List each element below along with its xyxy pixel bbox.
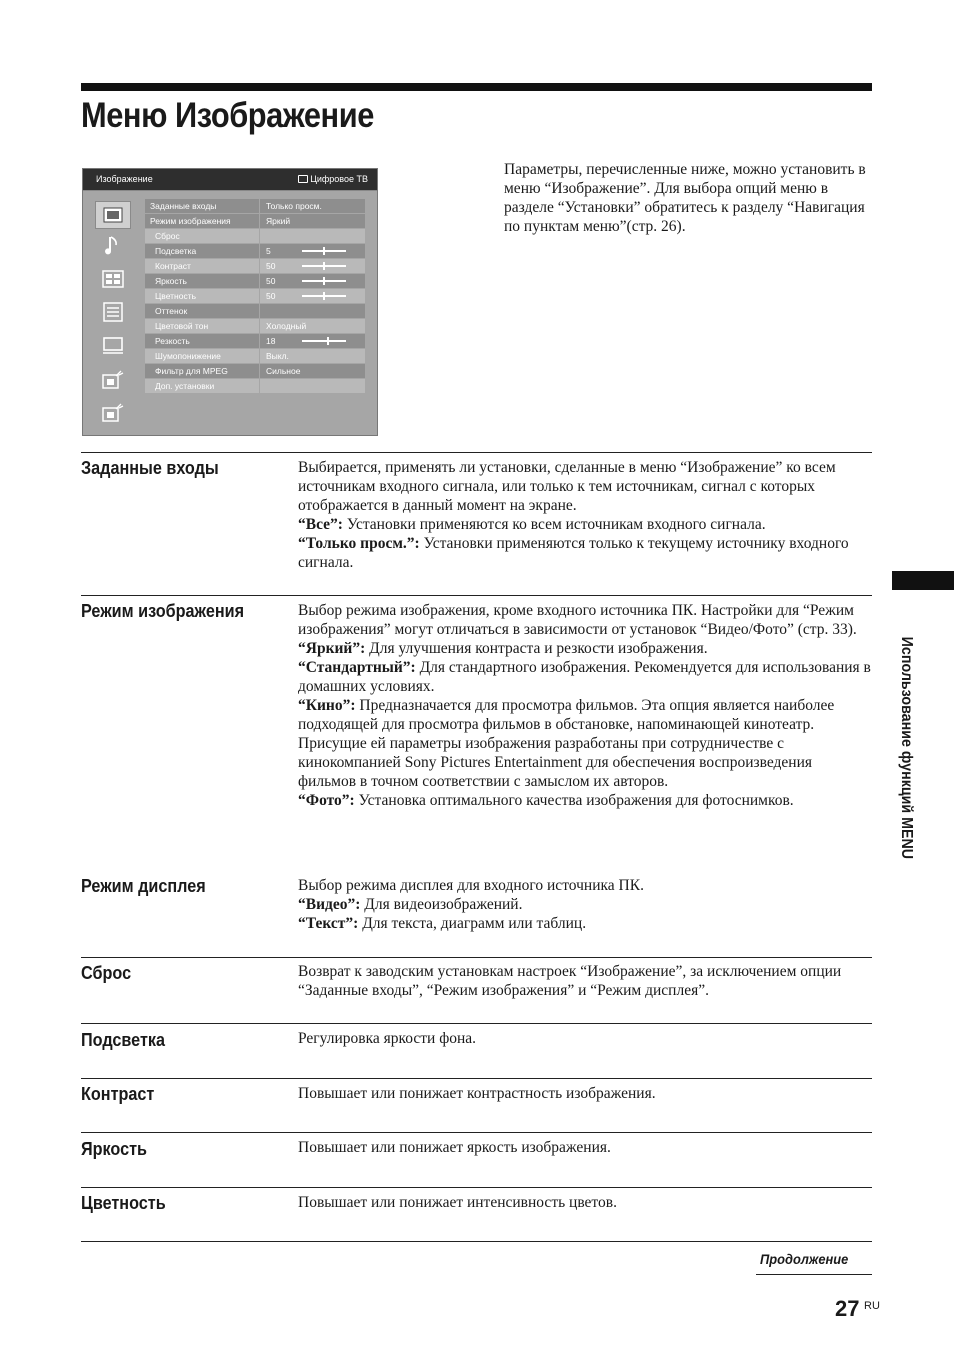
settings-list-icon[interactable] xyxy=(95,298,131,326)
option-description: Установки применяются только к текущему источнику входного сигнала. xyxy=(298,535,849,571)
option-description: Установка оптимального качества изображения для фотоснимков. xyxy=(354,792,794,809)
option-name: “Яркий”: xyxy=(298,640,366,657)
menu-header-title: Изображение xyxy=(96,174,153,184)
section-divider xyxy=(81,452,872,453)
desc-paragraph xyxy=(298,458,872,515)
menu-row-value xyxy=(259,364,365,378)
desc-paragraph xyxy=(298,601,872,639)
section-divider xyxy=(81,1241,872,1242)
option-description: Установки применяются ко всем источникам входного сигнала. xyxy=(342,516,766,533)
desc-picture-mode xyxy=(298,601,872,810)
option-description: Для видеоизображений. xyxy=(360,896,523,913)
desc-paragraph xyxy=(298,895,872,914)
menu-row[interactable] xyxy=(145,364,365,378)
menu-row-value-text: Выкл. xyxy=(266,351,289,361)
picture-icon[interactable] xyxy=(95,201,131,229)
term-display-mode: Режим дисплея xyxy=(81,876,206,896)
desc-backlight xyxy=(298,1029,872,1048)
desc-brightness xyxy=(298,1138,872,1157)
menu-slider-knob[interactable] xyxy=(323,262,325,270)
desc-paragraph xyxy=(298,1138,872,1157)
option-description: Для стандартного изображения. Рекомендуется для использования в домашних условиях. xyxy=(298,659,871,695)
menu-row-label: Сброс xyxy=(145,229,259,243)
section-divider xyxy=(81,1132,872,1133)
desc-paragraph xyxy=(298,658,872,696)
option-description: Повышает или понижает яркость изображения. xyxy=(298,1139,611,1156)
desc-paragraph xyxy=(298,1029,872,1048)
menu-row-value-text: 5 xyxy=(266,246,271,256)
monitor-icon[interactable] xyxy=(95,332,131,360)
desc-paragraph xyxy=(298,639,872,658)
menu-row-label: Резкость xyxy=(145,334,259,348)
music-note-icon[interactable] xyxy=(95,232,131,260)
option-description: Повышает или понижает контрастность изображения. xyxy=(298,1085,656,1102)
menu-row[interactable] xyxy=(145,379,365,393)
section-divider xyxy=(81,595,872,596)
menu-row[interactable] xyxy=(145,304,365,318)
menu-source-label: Цифровое ТВ xyxy=(310,174,368,184)
term-color: Цветность xyxy=(81,1193,166,1213)
option-description: Повышает или понижает интенсивность цветов. xyxy=(298,1194,617,1211)
menu-row[interactable] xyxy=(145,349,365,363)
menu-row-value-text: 50 xyxy=(266,261,276,271)
option-name: “Текст”: xyxy=(298,915,359,932)
menu-slider[interactable] xyxy=(302,295,346,297)
menu-row-value xyxy=(259,274,365,288)
menu-row-value-text: 50 xyxy=(266,276,276,286)
desc-color xyxy=(298,1193,872,1212)
term-backlight: Подсветка xyxy=(81,1030,166,1050)
desc-paragraph xyxy=(298,534,872,572)
menu-row-value-text: Холодный xyxy=(266,321,307,331)
menu-row-label: Цветность xyxy=(145,289,259,303)
option-description: Выбор режима дисплея для входного источника ПК. xyxy=(298,877,644,894)
menu-row[interactable] xyxy=(145,244,365,258)
page-language-code: RU xyxy=(864,1300,880,1312)
term-contrast: Контраст xyxy=(81,1084,155,1104)
term-picture-mode: Режим изображения xyxy=(81,601,245,621)
menu-row-value xyxy=(259,259,365,273)
desc-reset xyxy=(298,962,872,1000)
section-divider xyxy=(81,1187,872,1188)
menu-row-value xyxy=(259,199,365,213)
menu-row[interactable] xyxy=(145,289,365,303)
intro-paragraph: Параметры, перечисленные ниже, можно установить в меню “Изображение”. Для выбора опций меню в разделе “Установки” обратитесь к разделу “Навигация по пунктам меню”(стр. 26). xyxy=(504,161,866,235)
option-description: Регулировка яркости фона. xyxy=(298,1030,477,1047)
desc-paragraph xyxy=(298,515,872,534)
continued-label: Продолжение xyxy=(760,1251,849,1267)
menu-row-label: Заданные входы xyxy=(145,199,259,213)
menu-row-value xyxy=(259,334,365,348)
option-name: “Все”: xyxy=(298,516,343,533)
menu-row[interactable] xyxy=(145,199,365,213)
title-rule xyxy=(81,83,872,91)
menu-row-label: Шумопонижение xyxy=(145,349,259,363)
option-name: “Только просм.”: xyxy=(298,535,420,552)
menu-row[interactable] xyxy=(145,214,365,228)
desc-paragraph xyxy=(298,696,872,791)
screen-grid-icon[interactable] xyxy=(95,265,131,293)
menu-slider[interactable] xyxy=(302,280,346,282)
desc-display-mode xyxy=(298,876,872,933)
option-description: Выбор режима изображения, кроме входного источника ПК. Настройки для “Режим изображения” могут отличаться в зависимости от установок “Видео/Фото” (стр. 33). xyxy=(298,602,857,638)
menu-row[interactable] xyxy=(145,274,365,288)
menu-row-value xyxy=(259,289,365,303)
input-b-icon[interactable] xyxy=(95,399,131,427)
option-name: “Видео”: xyxy=(298,896,361,913)
menu-screenshot xyxy=(82,168,378,436)
menu-row[interactable] xyxy=(145,259,365,273)
menu-row-value-text: Только просм. xyxy=(266,201,322,211)
page-number: 27 xyxy=(835,1296,860,1321)
menu-row-label: Фильтр для MPEG xyxy=(145,364,259,378)
menu-slider[interactable] xyxy=(302,250,346,252)
menu-slider[interactable] xyxy=(302,340,346,342)
menu-row-label: Оттенок xyxy=(145,304,259,318)
term-reset: Сброс xyxy=(81,963,132,983)
menu-row[interactable] xyxy=(145,319,365,333)
page-title: Меню Изображение xyxy=(81,96,374,135)
desc-paragraph xyxy=(298,962,872,1000)
desc-contrast xyxy=(298,1084,872,1103)
option-description: Для улучшения контраста и резкости изображения. xyxy=(365,640,708,657)
menu-slider-knob[interactable] xyxy=(323,277,325,285)
desc-paragraph xyxy=(298,1193,872,1212)
menu-row-value xyxy=(259,214,365,228)
option-description: Выбирается, применять ли установки, сделанные в меню “Изображение” ко всем источникам входного сигнала, или только к тем источникам, сигнал с которых отображается в данный момент на экране. xyxy=(298,459,836,514)
term-preset-inputs: Заданные входы xyxy=(81,458,219,478)
menu-row[interactable] xyxy=(145,229,365,243)
option-description: Возврат к заводским установкам настроек “Изображение”, за исключением опции “Заданные входы”, “Режим изображения” и “Режим дисплея”. xyxy=(298,963,842,999)
section-divider xyxy=(81,1078,872,1079)
continued-rule xyxy=(756,1274,872,1275)
option-description: Предназначается для просмотра фильмов. Эта опция является наиболее подходящей для просмотра фильмов в обстановке, напоминающей кинотеатр. Присущие ей параметры изображения разработаны при сотрудничестве с кинокомпанией Sony Pictures Entertainment для обеспечения воспроизведения фильмов в точном соответствии с замыслом их авторов. xyxy=(298,697,835,790)
menu-slider-knob[interactable] xyxy=(323,247,325,255)
menu-row-value xyxy=(259,349,365,363)
menu-row-label: Цветовой тон xyxy=(145,319,259,333)
section-divider xyxy=(81,1023,872,1024)
menu-slider-knob[interactable] xyxy=(323,292,325,300)
menu-header xyxy=(83,169,377,191)
menu-row-label: Яркость xyxy=(145,274,259,288)
menu-slider[interactable] xyxy=(302,265,346,267)
menu-row-label: Режим изображения xyxy=(145,214,259,228)
menu-row[interactable] xyxy=(145,334,365,348)
desc-paragraph xyxy=(298,791,872,810)
menu-row-label: Контраст xyxy=(145,259,259,273)
option-name: “Стандартный”: xyxy=(298,659,416,676)
chapter-side-label xyxy=(893,606,919,890)
menu-row-value-text: Сильное xyxy=(266,366,301,376)
menu-row-label: Подсветка xyxy=(145,244,259,258)
menu-row-value-text: Яркий xyxy=(266,216,291,226)
menu-row-value-text: 18 xyxy=(266,336,276,346)
menu-source-indicator xyxy=(298,174,368,184)
menu-row-label: Доп. установки xyxy=(145,379,259,393)
menu-row-value xyxy=(259,229,365,243)
menu-row-value-text: 50 xyxy=(266,291,276,301)
option-name: “Кино”: xyxy=(298,697,356,714)
menu-row-value xyxy=(259,244,365,258)
chapter-tab-marker xyxy=(892,571,954,590)
term-brightness: Яркость xyxy=(81,1139,148,1159)
section-divider xyxy=(81,957,872,958)
desc-paragraph xyxy=(298,914,872,933)
menu-row-value xyxy=(259,379,365,393)
option-description: Для текста, диаграмм или таблиц. xyxy=(358,915,587,932)
menu-row-value xyxy=(259,304,365,318)
tv-icon xyxy=(298,175,308,183)
desc-paragraph xyxy=(298,1084,872,1103)
chapter-side-label-text: Использование функций MENU xyxy=(898,636,915,860)
input-a-icon[interactable] xyxy=(95,366,131,394)
desc-preset-inputs xyxy=(298,458,872,572)
option-name: “Фото”: xyxy=(298,792,355,809)
desc-paragraph xyxy=(298,876,872,895)
menu-slider-knob[interactable] xyxy=(327,337,329,345)
menu-row-value xyxy=(259,319,365,333)
